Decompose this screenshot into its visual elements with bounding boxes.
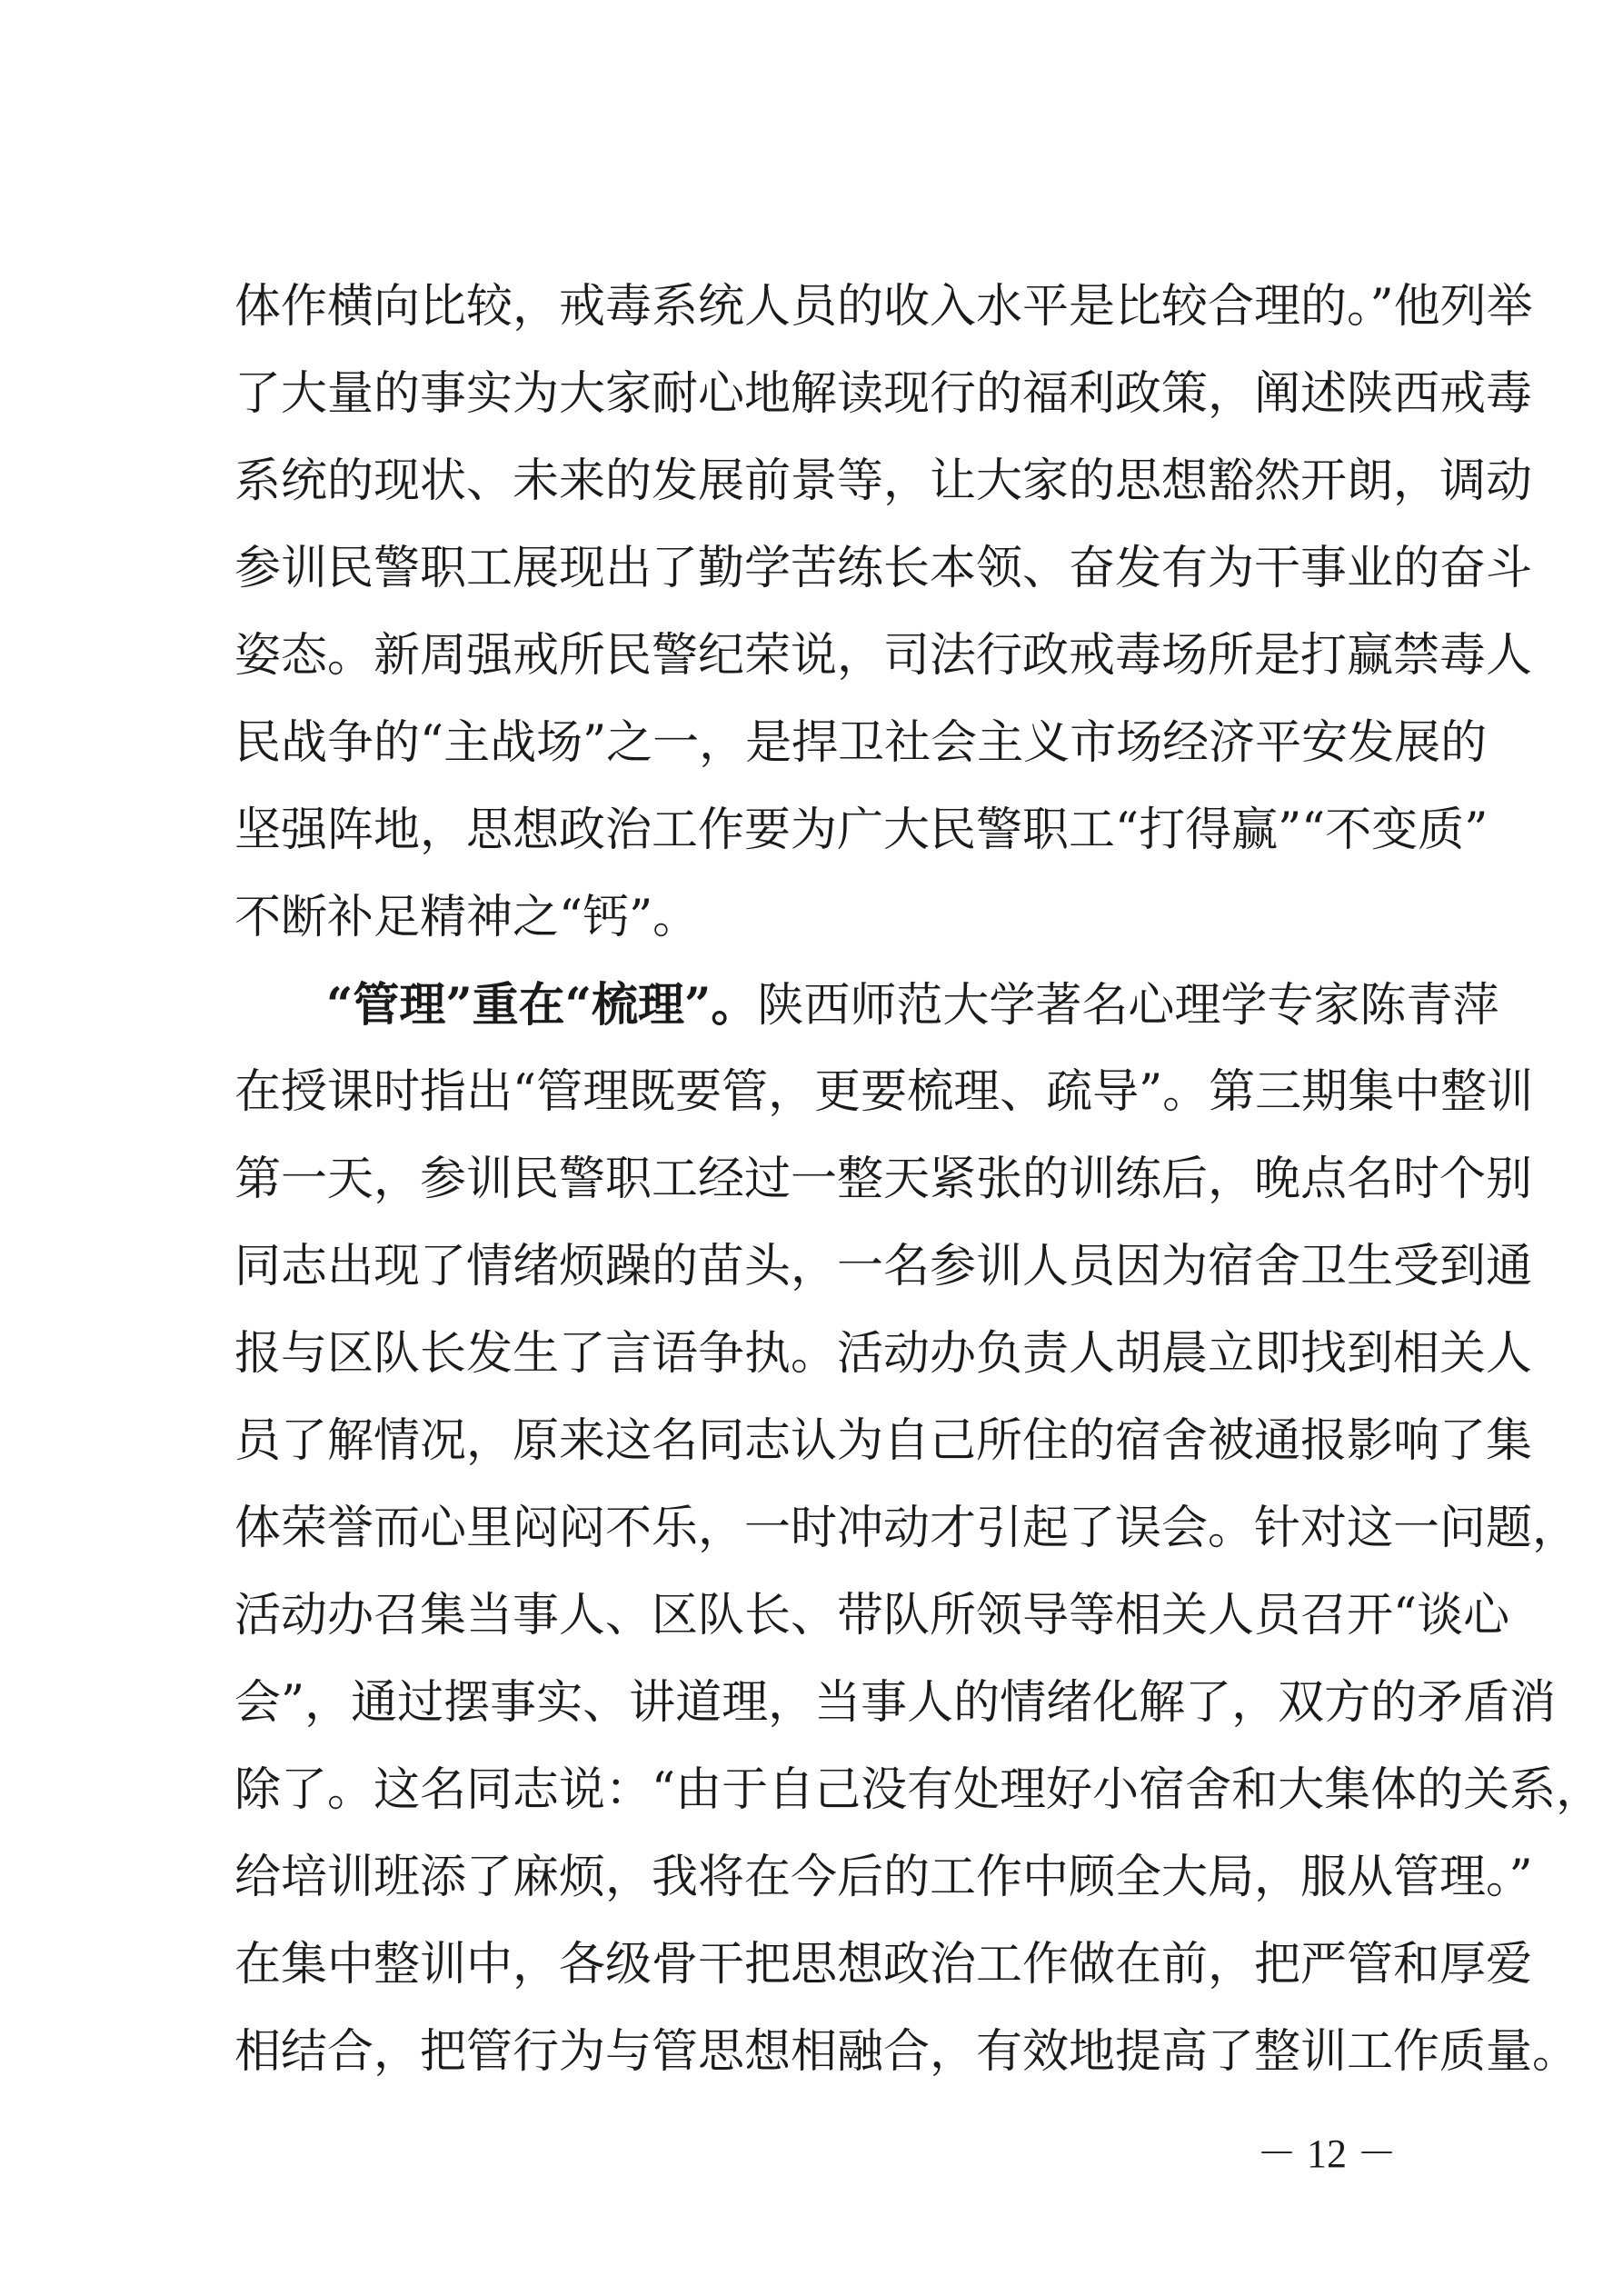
paragraph-2-line-4: 同志出现了情绪烦躁的苗头，一名参训人员因为宿舍卫生受到通 <box>234 1240 1533 1293</box>
paragraph-2-line-7: 体荣誉而心里闷闷不乐，一时冲动才引起了误会。针对这一问题， <box>234 1502 1579 1555</box>
paragraph-2-first-line-text: 陕西师范大学著名心理学专家陈青萍 <box>757 979 1499 1033</box>
paragraph-1-line-7: 坚强阵地，思想政治工作要为广大民警职工“打得赢”“不变质” <box>234 804 1489 857</box>
page-number: － 12 － <box>1257 2131 1397 2176</box>
paragraph-2-line-5: 报与区队长发生了言语争执。活动办负责人胡晨立即找到相关人 <box>234 1327 1533 1381</box>
paragraph-2-first-line <box>326 962 1499 1049</box>
paragraph-1-line-3: 系统的现状、未来的发展前景等，让大家的思想豁然开朗，调动 <box>234 454 1533 508</box>
paragraph-1-line-2: 了大量的事实为大家耐心地解读现行的福利政策，阐述陕西戒毒 <box>234 367 1533 421</box>
paragraph-1-line-4: 参训民警职工展现出了勤学苦练长本领、奋发有为干事业的奋斗 <box>234 542 1533 595</box>
paragraph-2-heading: “管理”重在“梳理”。 <box>326 978 758 1033</box>
paragraph-2-line-11: 给培训班添了麻烦，我将在今后的工作中顾全大局，服从管理。” <box>234 1851 1533 1904</box>
paragraph-2-line-10: 除了。这名同志说：“由于自己没有处理好小宿舍和大集体的关系， <box>234 1763 1603 1817</box>
paragraph-2-line-8: 活动办召集当事人、区队长、带队所领导等相关人员召开“谈心 <box>234 1589 1510 1642</box>
paragraph-1-line-1: 体作横向比较，戒毒系统人员的收入水平是比较合理的。”他列举 <box>234 280 1533 334</box>
paragraph-2-line-3: 第一天，参训民警职工经过一整天紧张的训练后，晚点名时个别 <box>234 1153 1533 1206</box>
paragraph-1-line-8: 不断补足精神之“钙”。 <box>234 891 700 944</box>
paragraph-2-line-12: 在集中整训中，各级骨干把思想政治工作做在前，把严管和厚爱 <box>234 1938 1533 1992</box>
paragraph-2-line-6: 员了解情况，原来这名同志认为自己所住的宿舍被通报影响了集 <box>234 1414 1533 1468</box>
paragraph-1-line-6: 民战争的“主战场”之一，是捍卫社会主义市场经济平安发展的 <box>234 716 1488 770</box>
paragraph-1-line-5: 姿态。新周强戒所民警纪荣说，司法行政戒毒场所是打赢禁毒人 <box>234 629 1533 683</box>
paragraph-2-line-13: 相结合，把管行为与管思想相融合，有效地提高了整训工作质量。 <box>234 2025 1579 2079</box>
paragraph-2-line-9: 会”，通过摆事实、讲道理，当事人的情绪化解了，双方的矛盾消 <box>234 1676 1557 1730</box>
paragraph-2-line-2: 在授课时指出“管理既要管，更要梳理、疏导”。第三期集中整训 <box>234 1065 1534 1119</box>
